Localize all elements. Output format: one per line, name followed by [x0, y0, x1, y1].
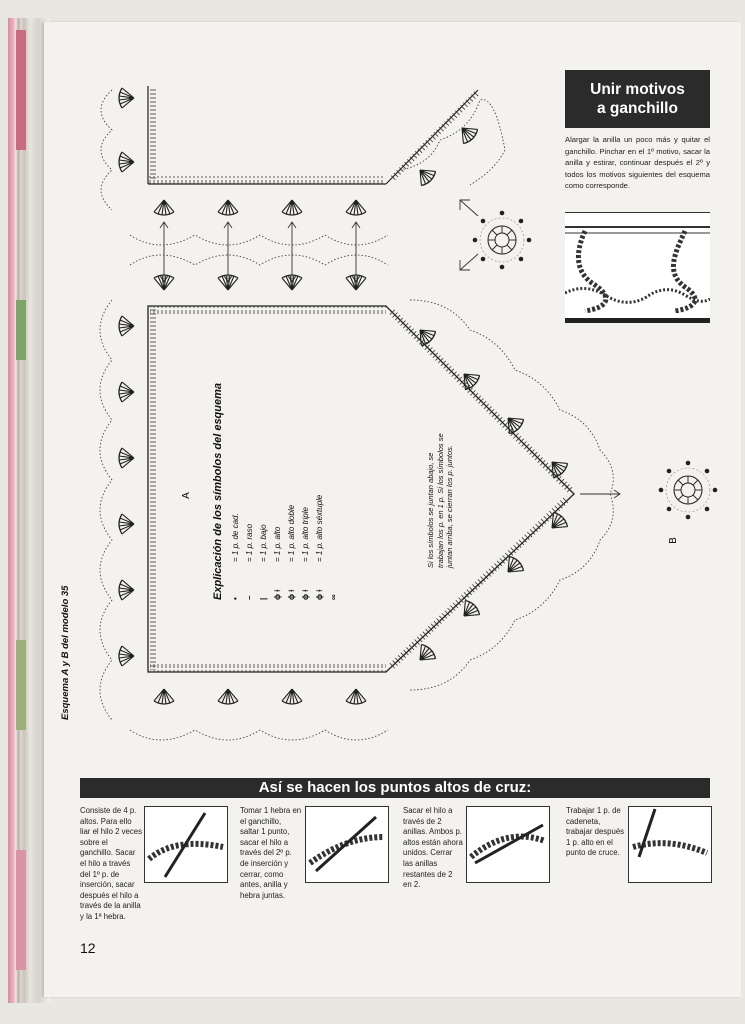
- crochet-stitch-illustration: [306, 807, 388, 882]
- crochet-stitch-illustration: [145, 807, 227, 882]
- legend-symbol: ɸ ⟊: [301, 589, 310, 600]
- step-2-text: Tomar 1 hebra en el ganchillo, saltar 1 punto, sacar el hilo a través del 2º p. de inserción y cerrar, como antes, anilla y hebra juntas.: [240, 806, 302, 900]
- legend-text: = 1 p. de cad.: [231, 513, 240, 562]
- diagram-caption: Esquema A y B del modelo 35: [60, 585, 71, 720]
- step-3-text: Sacar el hilo a través de 2 anillas. Ambos p. altos están ahora unidos. Cerrar las anillas restantes de 2 en 2.: [403, 806, 463, 890]
- legend-text: = 1 p. bajo: [259, 524, 268, 562]
- unir-title-line2: a ganchillo: [597, 100, 678, 117]
- legend-item: [285, 380, 299, 600]
- page-number: 12: [80, 940, 96, 956]
- diagram-label-a: A: [180, 492, 192, 499]
- legend-symbol: ɸ ⟊: [315, 589, 324, 600]
- legend-item: [327, 380, 341, 600]
- unir-title-line1: Unir motivos: [590, 81, 685, 98]
- legend-item: [271, 380, 285, 600]
- legend-note: Si los símbolos se juntan abajo, se trabajan los p. en 1 p. Si los símbolos se juntan arriba, se cierran los p. juntos.: [426, 433, 454, 568]
- legend-symbol: ɸ ⟊: [273, 589, 282, 600]
- legend-text: = 1 p. alto triple: [301, 507, 310, 562]
- crochet-stitch-illustration: [629, 807, 711, 882]
- legend-item: [243, 380, 257, 600]
- legend-item: [299, 380, 313, 600]
- diagram-label-b: B: [667, 537, 679, 544]
- legend-symbol: |: [259, 597, 268, 600]
- legend-title: Explicación de los símbolos del esquema: [212, 382, 224, 600]
- unir-instructions: Alargar la anilla un poco más y quitar el ganchillo. Pinchar en el 1º motivo, sacar la anilla y estirar, continuar después el 2º y todos los motivos siguientes del esquema como corresponde.: [565, 135, 710, 190]
- legend-symbol: •: [231, 597, 240, 600]
- crochet-hook-illustration: [565, 213, 710, 313]
- legend-symbol: ∞: [329, 594, 338, 600]
- legend-text: = 1 p. alto séxtuple: [315, 494, 324, 562]
- legend-item: [257, 380, 271, 600]
- section-title: Así se hacen los puntos altos de cruz:: [80, 778, 710, 798]
- legend-text: = 1 p. alto doble: [287, 504, 296, 562]
- step-4-text: Trabajar 1 p. de cadeneta, trabajar después 1 p. alto en el punto de cruce.: [566, 806, 625, 858]
- legend-item: [229, 380, 243, 600]
- step-4-illustration: [628, 806, 712, 883]
- step-1-text: Consiste de 4 p. altos. Para ello liar el hilo 2 veces sobre el ganchillo. Sacar el hilo a través del 1º p. de inserción, sacar después el hilo a través de la anilla y la 1ª hebra.: [80, 806, 142, 921]
- unir-motivos-header: [565, 70, 710, 128]
- legend-symbol: ɸ ⟊: [287, 589, 296, 600]
- unir-illustration: [565, 212, 710, 323]
- step-3-illustration: [466, 806, 550, 883]
- step-2-illustration: [305, 806, 389, 883]
- symbol-legend: [212, 380, 341, 600]
- legend-item: [313, 380, 327, 600]
- legend-text: = 1 p. alto: [273, 526, 282, 562]
- legend-text: = 1 p. raso: [245, 523, 254, 562]
- legend-symbol: –: [245, 595, 254, 600]
- crochet-stitch-illustration: [467, 807, 549, 882]
- step-1-illustration: [144, 806, 228, 883]
